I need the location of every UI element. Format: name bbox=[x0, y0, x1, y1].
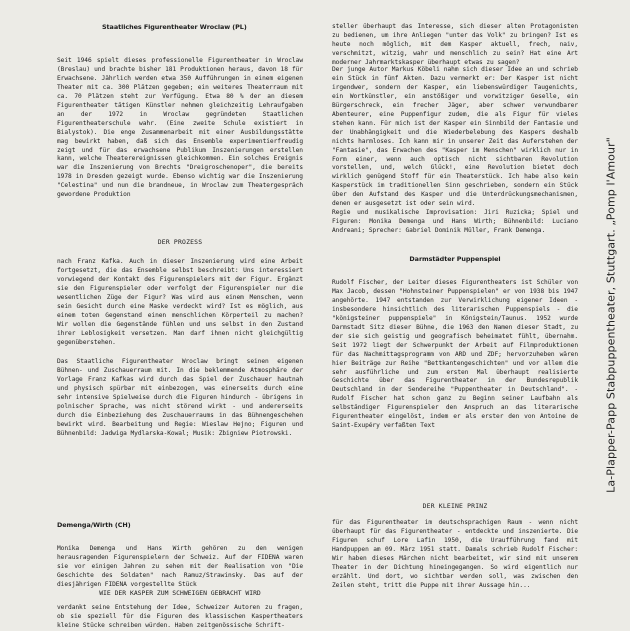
paragraph-demenga-wirth: Monika Demenga und Hans Wirth gehören zu den wenigen herausragenden Figurenspielern der Schweiz. Auf der FIDENA waren sie vor einigen Jahren zu sehen mit der Realisation von "Die Geschichte des Soldaten" nach Ramuz/Strawinsky. Das auf der diesjährigen FIDENA vorgestellte Stück bbox=[57, 545, 303, 588]
paragraph-koebeli: Der junge Autor Markus Köbeli nahm sich dieser Idee an und schrieb ein Stück in fünf Akten. Dazu vermerkt er: Der Kasper ist nicht irgendwer, sondern der Kasper, ein liebenswürdiger Taugenichts, ein Wortkünstler, ein anstößiger und vorwitziger Geselle, ein Bürgerschreck, ein frecher Jäger, aber schwer verwundbarer Abenteurer, eine Puppenfigur zudem, die als Figur für vieles stehen kann. Für mich ist der Kasper ein Sinnbild der Fantasie und der Unabhängigkeit und die Wiederbelebung des Kaspers deshalb nichts harmloses. Ich kann mir in unserer Zeit das Auferstehen der "Fantasie", das Erwachen des "Kasper im Menschen" wirklich nur in Form einer, wenn auch optisch nicht sichtbaren Revolution vorstellen, und, welch Glück!, eine Revolution bietet doch wirklich genügend Stoff für ein Theaterstück. Ich habe also kein Kasperstück im traditionellen Sinn geschrieben, sondern ein Stück über den Aufstand des Kasper und die Unterdrückungsmechanismen, denen er ausgesetzt ist oder sein wird. bbox=[332, 66, 578, 208]
paragraph-darmstaedter: Rudolf Fischer, der Leiter dieses Figurentheaters ist Schüler von Max Jacob, dessen "Hohnsteiner Puppenspielen" er von 1938 bis 1947 angehörte. 1947 entstanden zur Verwirklichung eigener Ideen - insbesondere hinsichtlich des literarischen Puppenspiels - die "königsteiner puppenspiele" in Königstein/Taunus. 1952 wurde Darmstadt Sitz dieser Bühne, die 1963 den Namen dieser Stadt, zu der sie sich geistig und geografisch beheimatet fühlt, übernahm. Seit 1972 liegt der Schwerpunkt der Arbeit auf Filmproduktionen für das Nachmittagsprogramm von ARD und ZDF; hervorzuheben wären hier Beiträge zur Reihe "Bettkantengeschichten" und vor allem die sehr ausführliche und zum ersten Mal überhaupt realisierte Geschichte über das Figurentheater in der Bundesrepublik Deutschland in der Sendereihe "Puppentheater in Deutschland". - Rudolf Fischer hat schon ganz zu Beginn seiner Laufbahn als selbständiger Figurenspieler den Anspruch an das literarische Figurentheater eingelöst, indem er als erster den von Antoine de Saint-Exupéry verfaßten Text bbox=[332, 279, 578, 430]
side-caption-text: La-Plapper-Papp Stabpuppentheater, Stuttgart. „Pomp l'Amour" bbox=[604, 137, 618, 493]
heading-wroclaw: Staatliches Figurentheater Wroclaw (PL) bbox=[102, 23, 247, 31]
paragraph-wroclaw-stage: Das Staatliche Figurentheater Wroclaw bringt seinen eigenen Bühnen- und Zuschauerraum mit. In die beklemmende Atmosphäre der Vorlage Franz Kafkas wird durch das Spiel der Zuschauer hautnah und physisch spürbar mit einbezogen, was einerseits durch eine sehr intensive Spielweise durch die Figuren hindurch - übrigens in polnischer Sprache, was nicht störend wirkt - und andererseits durch die Einbeziehung des Zuschauerraums in das Bühnengeschehen bewirkt wird. Bearbeitung und Regie: Wieslaw Hejno; Figuren und Bühnenbild: Jadwiga Mydlarska-Kowal; Musik: Zbigniew Piotrowski. bbox=[57, 358, 303, 437]
heading-kasper: WIE DER KASPER ZUM SCHWEIGEN GEBRACHT WIRD bbox=[99, 589, 261, 597]
paragraph-wroclaw-intro: Seit 1946 spielt dieses professionelle Figurentheater in Wroclaw (Breslau) und brachte bisher 181 Produktionen heraus, davon 18 für Erwachsene. Jährlich werden etwa 350 Aufführungen in einem eigenen Theater mit ca. 300 Plätzen gegeben; ein weiteres Theaterraum mit ca. 70 Plätzen steht zur Verfügung. Etwa 80 % der an diesem Figurentheater tätigen Künstler nehmen gleichzeitig Lehraufgaben an der 1972 in Wroclaw gegründeten Staatlichen Figurentheaterschule wahr. (Eine zweite Schule existiert in Bialystok). Die enge Zusammenarbeit mit einer Ausbildungsstätte mag bewirkt haben, daß sich das Ensemble experimentierfreudig zeigt und für das erwachsene Publikum Inszenierungen erstellen kann, welche Theaterereignissen gleichkommen. Ein solches Ereignis war die Inszenierung von Brechts "Dreigroschenoper", die bereits 1978 in Dresden gezeigt wurde. Ebenso wichtig war die Inszenierung "Celestina" und nun die brandneue, in Wroclaw zum Theatergespräch gewordene Produktion bbox=[57, 57, 303, 199]
heading-der-prozess: DER PROZESS bbox=[157, 238, 203, 246]
heading-kleine-prinz: DER KLEINE PRINZ bbox=[422, 502, 488, 510]
side-caption bbox=[597, 0, 625, 630]
paragraph-kleine-prinz: für das Figurentheater im deutschsprachigen Raum - wenn nicht überhaupt für das Figurentheater - entdeckte und inszenierte. Die Figuren schuf Lore Lafin 1950, die Uraufführung fand mit Handpuppen am 09. März 1951 statt. Damals schrieb Rudolf Fischer: Wir haben dieses Märchen nicht bearbeitet, wir sind mit unserem Theater in der Dichtung hineingegangen. So wird eigentlich nur erzählt. Und dort, wo sichtbar werden soll, was zwischen den Zeilen steht, tritt die Puppe mit ihrer Aussage hin... bbox=[332, 519, 578, 589]
heading-demenga-wirth: Demenga/Wirth (CH) bbox=[57, 521, 131, 529]
paragraph-der-prozess: nach Franz Kafka. Auch in dieser Inszenierung wird eine Arbeit fortgesetzt, die das Ensemble selbst beschreibt: Uns interessiert vorwiegend der Kontakt des Figurenspielers mit der Figur. Ergänzt sie den Figurenspieler oder verfolgt der Figurenspieler nur die wesentlichen Züge der Figur? Was wird aus einem Menschen, wenn sein Gesicht durch eine Maske verdeckt wird? Ist es möglich, aus einem toten Gegenstand einen menschlichen Körperteil zu machen? Wir wollen die Gegenstände fühlen und uns selbst in den Zustand ihrer Leblosigkeit versetzen. Man darf ihnen nicht gleichgültig gegenüberstehen. bbox=[57, 258, 303, 346]
paragraph-kasper-cont: steller überhaupt das Interesse, sich dieser alten Protagonisten zu bedienen, um ihre Anliegen "unter das Volk" zu bringen? Ist es heute noch möglich, mit dem Kasper aktuell, frech, naiv, verschmitzt, witzig, wahr und menschlich zu sein? Hat eine Art moderner Jahrmarktskasper überhaupt etwas zu sagen? bbox=[332, 23, 578, 66]
paragraph-kasper-intro: verdankt seine Entstehung der Idee, Schweizer Autoren zu fragen, ob sie speziell für die Figuren des klassischen Kaspertheaters kleine Stücke schreiben würden. Haben zeitgenössische Schrift- bbox=[57, 604, 303, 629]
heading-darmstaedter: Darmstädter Puppenspiel bbox=[409, 255, 501, 263]
paragraph-kasper-credits: Regie und musikalische Improvisation: Jiri Ruzicka; Spiel und Figuren: Monika Demenga und Hans Wirth; Bühnenbild: Luciano Andreani; Sprecher: Gabriel Dominik Müller, Frank Demenga. bbox=[332, 209, 578, 234]
